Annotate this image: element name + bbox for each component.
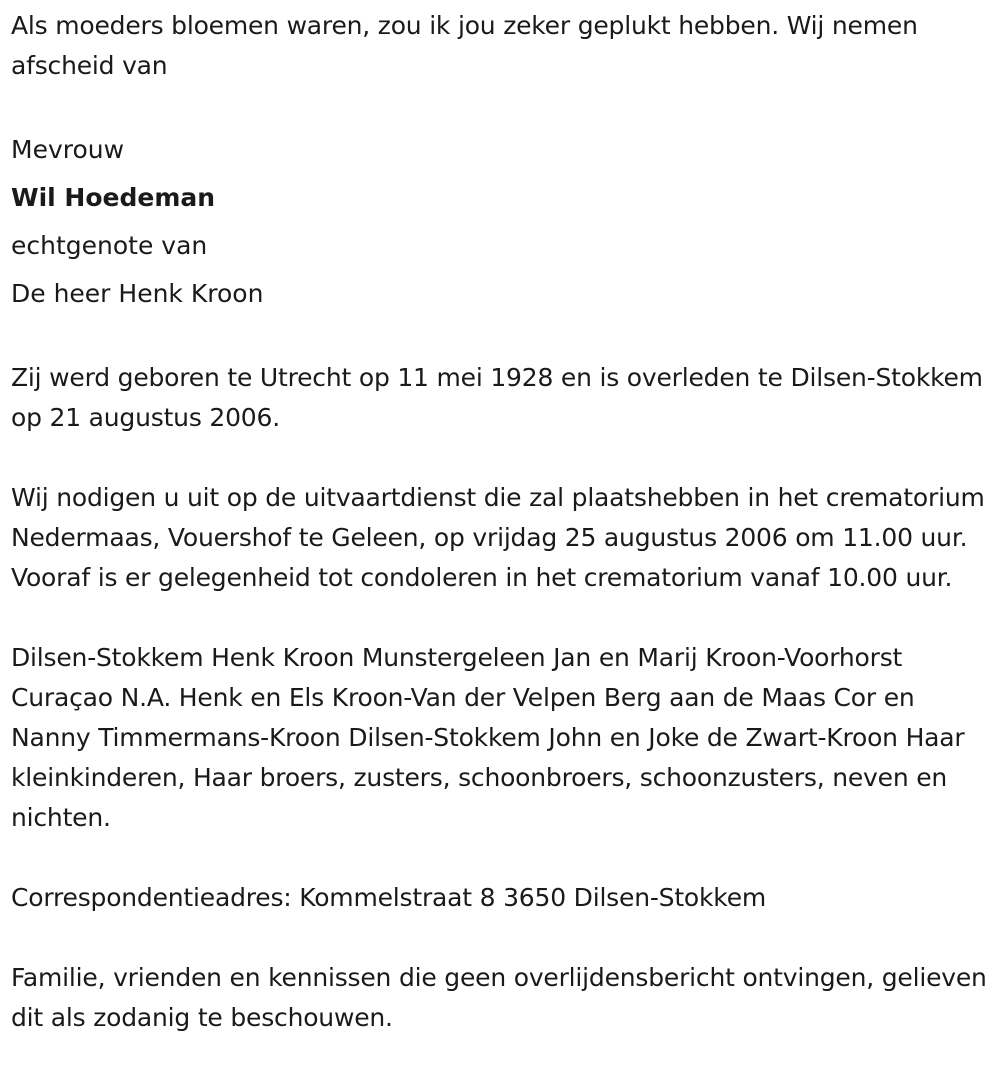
spacer	[11, 918, 991, 958]
closing-note-paragraph: Familie, vrienden en kennissen die geen overlijdensbericht ontvingen, gelieven dit als zodanig te beschouwen.	[11, 963, 987, 1032]
spouse-line: De heer Henk Kroon	[11, 279, 264, 308]
correspondence-paragraph: Correspondentieadres: Kommelstraat 8 3650 Dilsen-Stokkem	[11, 883, 767, 912]
spacer	[11, 318, 991, 358]
spacer	[11, 598, 991, 638]
spacer	[11, 838, 991, 878]
deceased-name: Wil Hoedeman	[11, 183, 216, 212]
intro-paragraph: Als moeders bloemen waren, zou ik jou zeker geplukt hebben. Wij nemen afscheid van	[11, 11, 918, 80]
spacer	[11, 438, 991, 478]
title-line: Mevrouw	[11, 135, 125, 164]
obituary-document	[11, 6, 991, 1038]
service-invite-paragraph: Wij nodigen u uit op de uitvaartdienst die zal plaatshebben in het crematorium Nedermaas, Vouershof te Geleen, op vrijdag 25 augustus 2006 om 11.00 uur. Vooraf is er gelegenheid tot condoleren in het crematorium vanaf 10.00 uur.	[11, 483, 985, 592]
relation-line: echtgenote van	[11, 231, 208, 260]
birth-death-paragraph: Zij werd geboren te Utrecht op 11 mei 1928 en is overleden te Dilsen-Stokkem op 21 augustus 2006.	[11, 363, 983, 432]
family-paragraph: Dilsen-Stokkem Henk Kroon Munstergeleen Jan en Marij Kroon-Voorhorst Curaçao N.A. Henk en Els Kroon-Van der Velpen Berg aan de Maas Cor en Nanny Timmermans-Kroon Dilsen-Stokkem John en Joke de Zwart-Kroon Haar kleinkinderen, Haar broers, zusters, schoonbroers, schoonzusters, neven en nichten.	[11, 643, 965, 832]
spacer	[11, 86, 991, 126]
